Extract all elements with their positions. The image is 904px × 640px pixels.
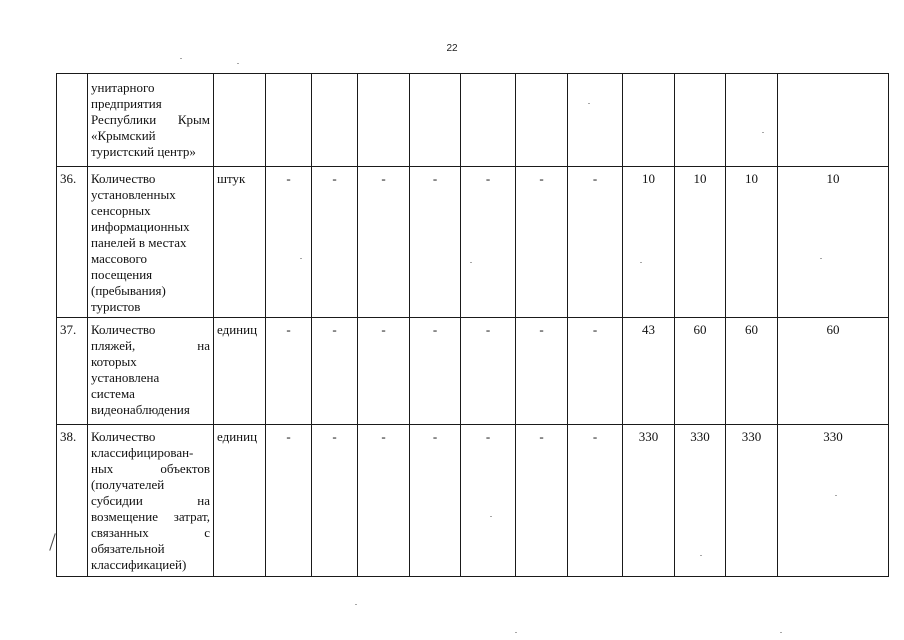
unit-of-measure: единиц	[214, 318, 266, 425]
scan-speck	[820, 258, 822, 259]
value-cell: -	[461, 425, 516, 577]
value-cell	[461, 74, 516, 167]
indicator-name-line: сенсорных	[91, 203, 151, 218]
indicator-name-line: (пребывания)	[91, 283, 166, 298]
value-cell: -	[266, 425, 312, 577]
value-cell: 43	[623, 318, 675, 425]
value-cell	[623, 74, 675, 167]
scan-speck	[470, 262, 472, 263]
value-cell	[568, 74, 623, 167]
value-cell	[778, 74, 889, 167]
indicator-name-line: (получателей	[91, 477, 165, 492]
indicator-name-line: классифицирован-	[91, 445, 194, 460]
value-cell: 60	[675, 318, 726, 425]
scan-speck	[490, 516, 492, 517]
indicator-name-line: классификацией)	[91, 557, 187, 572]
indicator-name-line: ных объектов	[91, 461, 210, 476]
table-row	[57, 318, 889, 425]
value-cell	[726, 74, 778, 167]
value-cell: -	[461, 167, 516, 318]
value-cell	[358, 74, 410, 167]
value-cell: -	[312, 318, 358, 425]
value-cell: -	[312, 167, 358, 318]
indicator-name-line: посещения	[91, 267, 153, 282]
scan-speck	[835, 495, 837, 496]
value-cell: -	[568, 167, 623, 318]
indicator-name-line: информационных	[91, 219, 190, 234]
indicator-name-line: обязательной	[91, 541, 165, 556]
scan-speck	[700, 555, 702, 556]
row-number: 38.	[57, 425, 88, 577]
value-cell	[675, 74, 726, 167]
unit-of-measure: единиц	[214, 425, 266, 577]
value-cell: -	[312, 425, 358, 577]
value-cell	[516, 74, 568, 167]
indicator-name-line: система	[91, 386, 135, 401]
value-cell: 330	[726, 425, 778, 577]
table-row	[57, 425, 889, 577]
unit-of-measure	[214, 74, 266, 167]
indicator-name-line: предприятия	[91, 96, 162, 111]
page-number: 22	[446, 43, 458, 54]
table-row	[57, 167, 889, 318]
value-cell: 10	[675, 167, 726, 318]
scan-speck	[762, 132, 764, 133]
value-cell: -	[410, 318, 461, 425]
indicator-name	[88, 167, 214, 318]
value-cell: -	[358, 425, 410, 577]
value-cell: -	[266, 167, 312, 318]
value-cell: -	[410, 167, 461, 318]
indicator-name-line: «Крымский	[91, 128, 156, 143]
value-cell: 330	[675, 425, 726, 577]
scan-speck	[300, 258, 302, 259]
value-cell: -	[516, 318, 568, 425]
value-cell: -	[516, 425, 568, 577]
value-cell: 10	[778, 167, 889, 318]
scan-speck	[640, 262, 642, 263]
scan-speck	[780, 632, 782, 633]
scan-speck	[180, 58, 182, 59]
scan-speck	[355, 604, 357, 605]
indicator-name-line: массового	[91, 251, 148, 266]
value-cell: -	[516, 167, 568, 318]
indicator-name-line: Количество	[91, 171, 156, 186]
value-cell: 10	[623, 167, 675, 318]
value-cell: -	[358, 167, 410, 318]
indicator-name-line: видеонаблюдения	[91, 402, 190, 417]
indicator-name-line: связанных с	[91, 525, 210, 540]
unit-of-measure: штук	[214, 167, 266, 318]
value-cell	[266, 74, 312, 167]
indicator-name-line: туристский центр»	[91, 144, 196, 159]
indicator-name-line: туристов	[91, 299, 141, 314]
scan-speck	[515, 632, 517, 633]
value-cell: -	[358, 318, 410, 425]
indicator-name-line: установлена	[91, 370, 160, 385]
value-cell: -	[568, 425, 623, 577]
row-number: 37.	[57, 318, 88, 425]
indicator-name-line: установленных	[91, 187, 176, 202]
indicator-name	[88, 318, 214, 425]
indicator-name-line: которых	[91, 354, 137, 369]
value-cell: 10	[726, 167, 778, 318]
indicator-name-line: пляжей, на	[91, 338, 210, 353]
pen-mark	[49, 533, 56, 550]
value-cell	[312, 74, 358, 167]
value-cell: -	[568, 318, 623, 425]
indicator-name	[88, 425, 214, 577]
table-row	[57, 74, 889, 167]
indicator-name-line: унитарного	[91, 80, 155, 95]
row-number: 36.	[57, 167, 88, 318]
indicator-name-line: возмещение затрат,	[91, 509, 210, 524]
value-cell: -	[266, 318, 312, 425]
indicator-name-line: Количество	[91, 322, 156, 337]
value-cell	[410, 74, 461, 167]
indicator-name	[88, 74, 214, 167]
value-cell: 60	[726, 318, 778, 425]
indicator-name-line: Республики Крым	[91, 112, 210, 127]
indicators-table	[56, 73, 889, 577]
value-cell: -	[410, 425, 461, 577]
row-number	[57, 74, 88, 167]
value-cell: 330	[623, 425, 675, 577]
scan-speck	[588, 103, 590, 104]
indicator-name-line: панелей в местах	[91, 235, 187, 250]
scan-speck	[237, 63, 239, 64]
indicator-name-line: субсидии на	[91, 493, 210, 508]
value-cell: -	[461, 318, 516, 425]
value-cell: 330	[778, 425, 889, 577]
indicator-name-line: Количество	[91, 429, 156, 444]
value-cell: 60	[778, 318, 889, 425]
